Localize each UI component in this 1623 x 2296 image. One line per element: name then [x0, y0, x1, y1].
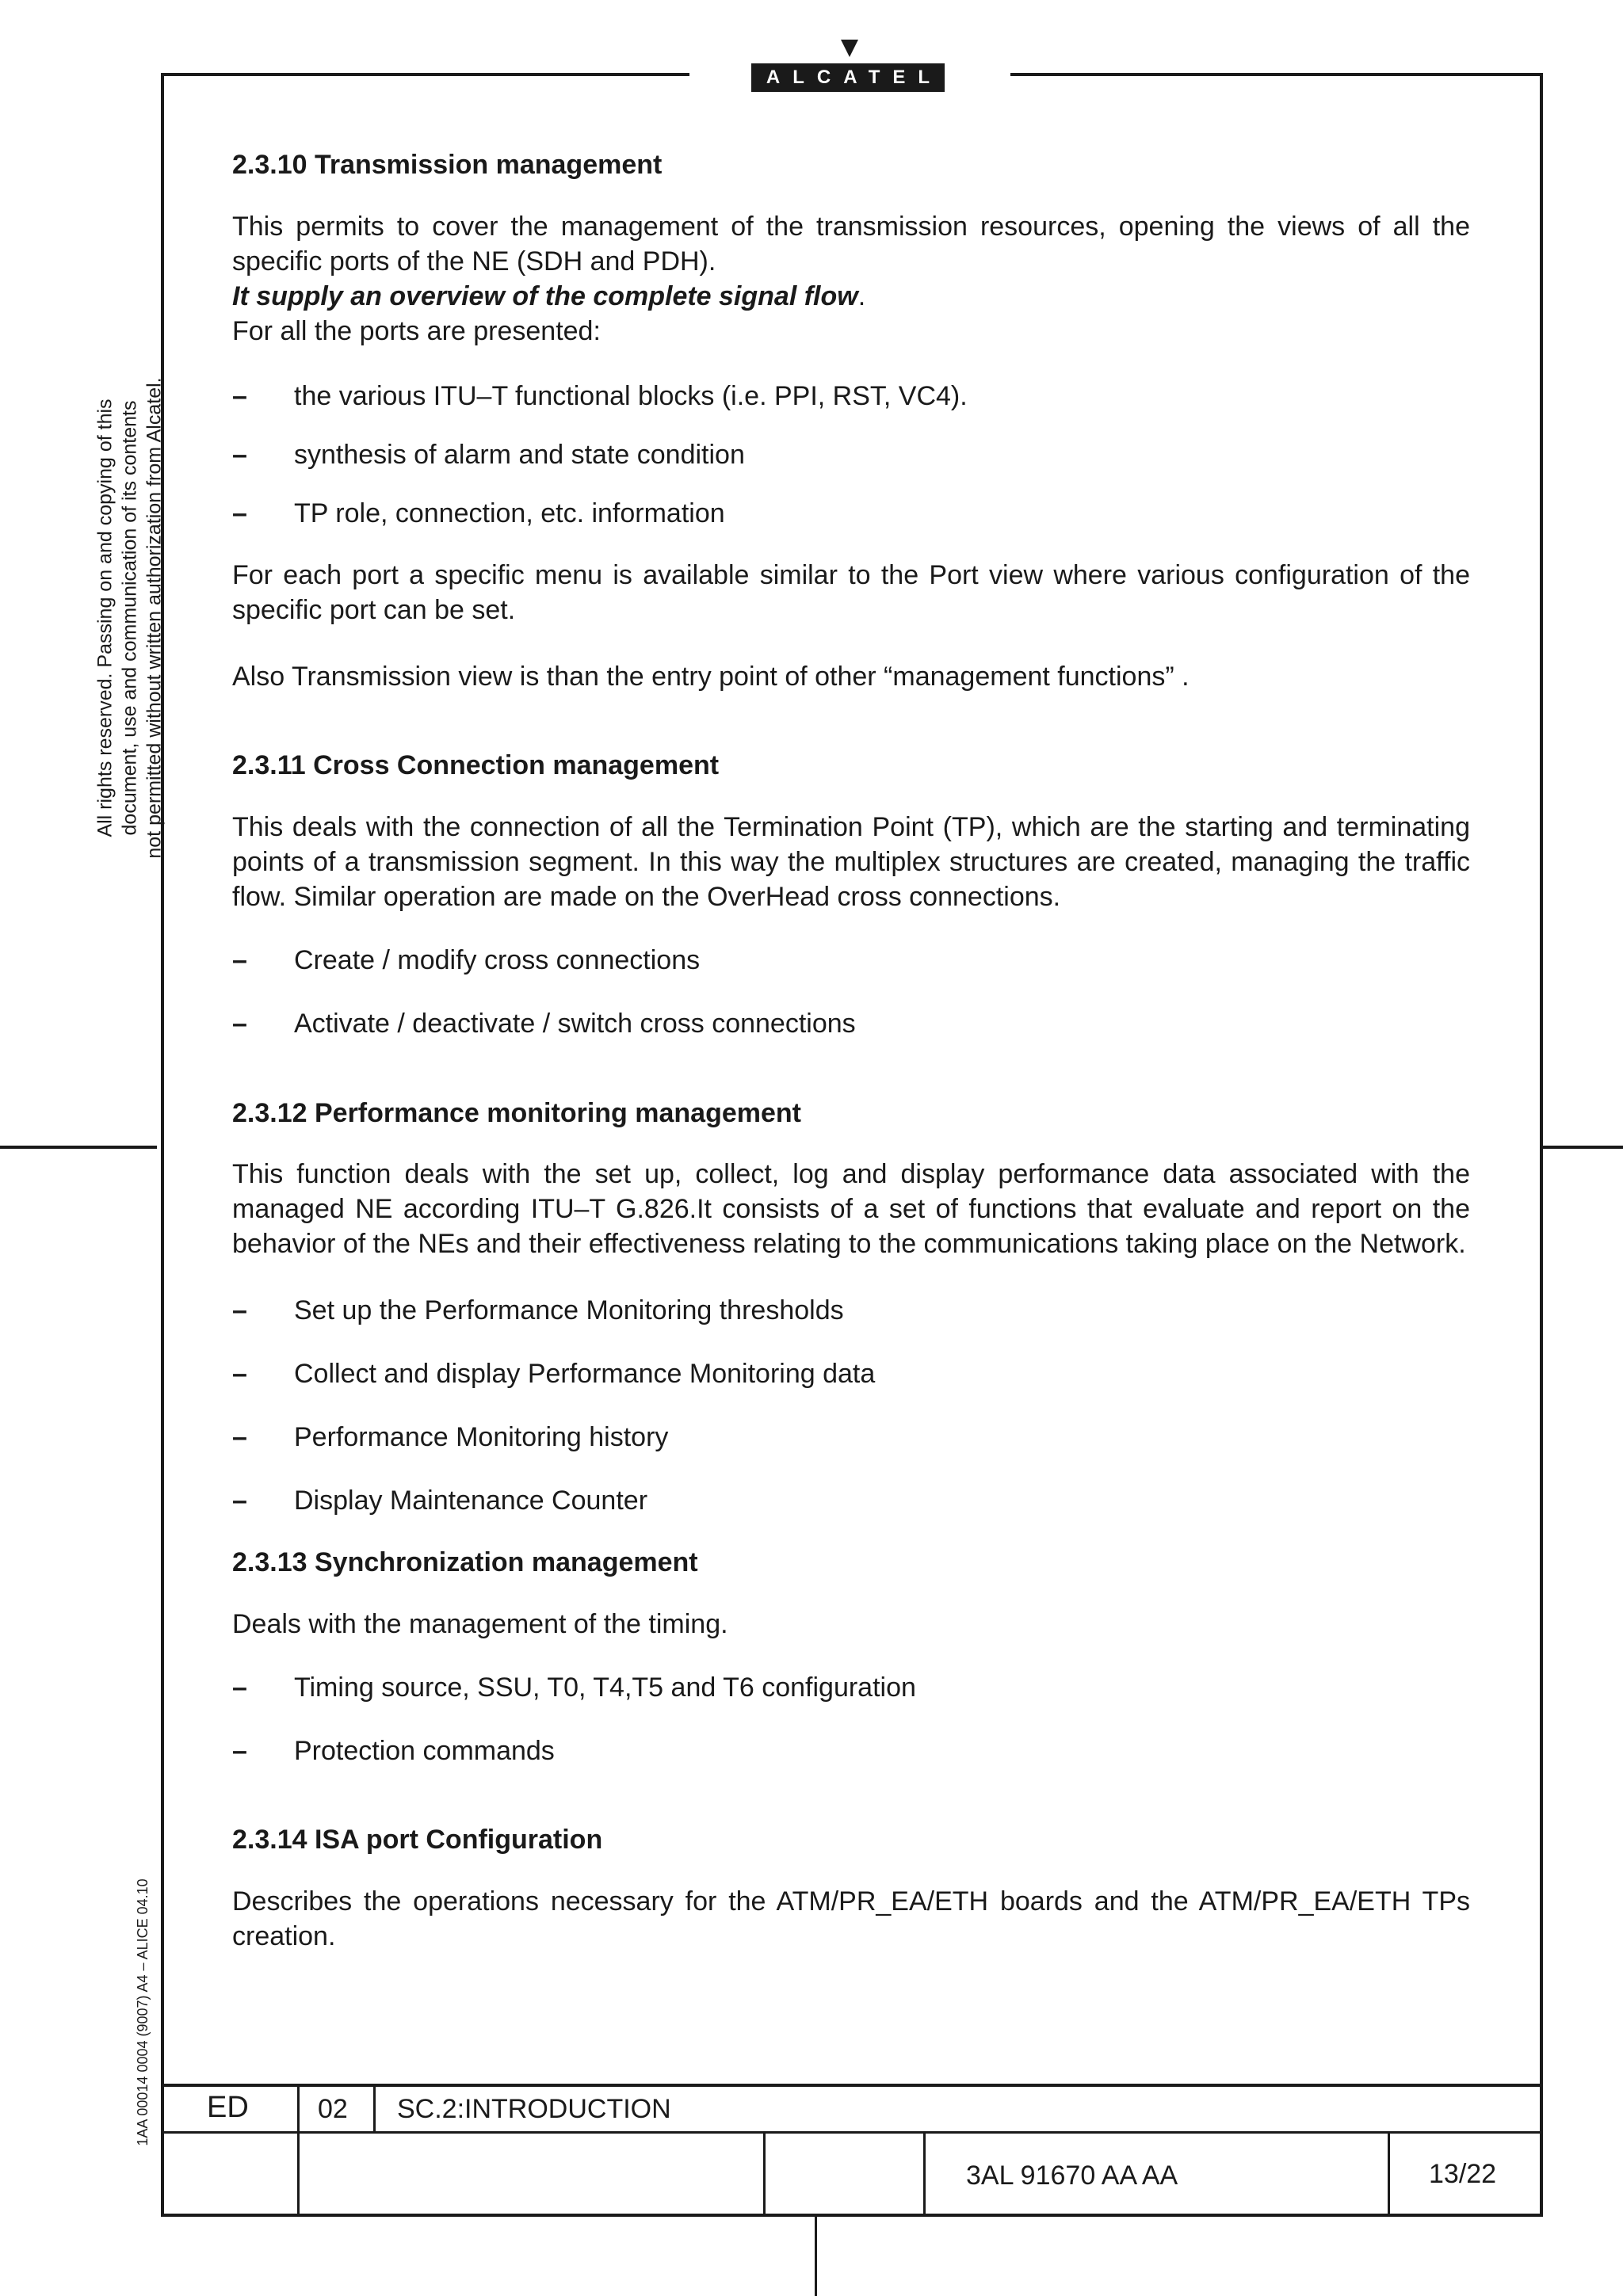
section-2-3-10 — [232, 147, 1470, 182]
list-item — [232, 1670, 1470, 1705]
list-item — [232, 1006, 1470, 1041]
list-item — [232, 1420, 1470, 1455]
left-fold-mark — [0, 1146, 157, 1149]
footer-divider — [923, 2131, 926, 2217]
section-2-3-13 — [232, 1545, 1470, 1580]
list-item — [232, 943, 1470, 978]
list-item — [232, 1293, 1470, 1328]
alcatel-logo — [751, 40, 945, 95]
list-item — [232, 1356, 1470, 1391]
paragraph: This deals with the connection of all the Termination Point (TP), which are the starting and terminating points of a transmission segment. In this way the multiplex structures are created, managing the traffic flow. Similar operation are made on the OverHead cross connections. — [232, 812, 1470, 912]
paragraph: For each port a specific menu is available similar to the Port view where various configuration of the specific port can be set. — [232, 560, 1470, 625]
list-item-text: Performance Monitoring history — [294, 1422, 669, 1452]
list-item — [232, 496, 1470, 531]
paragraph-block — [232, 1607, 1470, 1642]
list-item — [232, 379, 1470, 414]
list-item-text: Activate / deactivate / switch cross connections — [294, 1009, 856, 1039]
dash-icon: – — [232, 1295, 247, 1325]
paragraph-block — [232, 558, 1470, 627]
paragraph: Also Transmission view is than the entry point of other “management functions” . — [232, 662, 1190, 692]
dash-icon: – — [232, 498, 247, 528]
paragraph: For all the ports are presented: — [232, 316, 601, 346]
footer-mid-rule — [161, 2131, 1543, 2134]
dash-icon: – — [232, 945, 247, 975]
bottom-fold-mark — [815, 2217, 817, 2296]
emphasis-text: It supply an overview of the complete signal flow — [232, 281, 858, 311]
list-item — [232, 1733, 1470, 1768]
footer-divider — [297, 2084, 300, 2217]
bullet-list — [232, 379, 1470, 531]
paragraph-block — [232, 1884, 1470, 1954]
section-2-3-10-body — [232, 209, 1470, 349]
bullet-list — [232, 943, 1470, 1041]
list-item-text: Collect and display Performance Monitoring data — [294, 1359, 876, 1389]
paragraph-block — [232, 659, 1470, 694]
paragraph-block — [232, 810, 1470, 914]
section-2-3-12 — [232, 1096, 1470, 1131]
copyright-line: document, use and communication of its contents — [118, 400, 141, 836]
edition-label: ED — [207, 2091, 249, 2124]
paragraph: This function deals with the set up, collect, log and display performance data associated with the managed NE according ITU–T G.826.It consists of a set of functions that evaluate and report on the behavior of the NEs and their effectiveness relating to the communications taking place on the Network. — [232, 1159, 1470, 1259]
document-number: 3AL 91670 AA AA — [966, 2161, 1178, 2191]
logo-triangle-icon — [841, 40, 858, 57]
bullet-list — [232, 1670, 1470, 1768]
section-2-3-14 — [232, 1822, 1470, 1857]
footer-table — [161, 2084, 1543, 2217]
emphasis-period: . — [857, 281, 866, 311]
bullet-list — [232, 1293, 1470, 1518]
right-fold-mark — [1543, 1146, 1623, 1149]
list-item — [232, 437, 1470, 472]
dash-icon: – — [232, 381, 247, 411]
dash-icon: – — [232, 1422, 247, 1452]
copyright-line: not permitted without written authorization from Alcatel. — [143, 377, 166, 859]
list-item-text: synthesis of alarm and state condition — [294, 440, 745, 470]
copyright-line: All rights reserved. Passing on and copying of this — [94, 399, 116, 837]
dash-icon: – — [232, 1672, 247, 1703]
dash-icon: – — [232, 1486, 247, 1516]
list-item-text: Set up the Performance Monitoring thresholds — [294, 1295, 844, 1325]
logo-text: ALCATEL — [751, 63, 945, 92]
paragraph: Describes the operations necessary for the ATM/PR_EA/ETH boards and the ATM/PR_EA/ETH TPs creation. — [232, 1886, 1470, 1951]
page-number: 13/22 — [1429, 2159, 1497, 2189]
list-item-text: Display Maintenance Counter — [294, 1486, 648, 1516]
dash-icon: – — [232, 1736, 247, 1766]
footer-divider — [373, 2084, 376, 2131]
list-item — [232, 1483, 1470, 1518]
list-item-text: Timing source, SSU, T0, T4,T5 and T6 configuration — [294, 1672, 916, 1703]
list-item-text: TP role, connection, etc. information — [294, 498, 725, 528]
paragraph: Deals with the management of the timing. — [232, 1609, 728, 1639]
list-item-text: the various ITU–T functional blocks (i.e. PPI, RST, VC4). — [294, 381, 968, 411]
copyright-notice — [94, 317, 167, 919]
section-2-3-11 — [232, 748, 1470, 783]
form-code: 1AA 00014 0004 (9007) A4 – ALICE 04.10 — [135, 1878, 151, 2146]
paragraph: This permits to cover the management of the transmission resources, opening the views of all the specific ports of the NE (SDH and PDH). — [232, 212, 1470, 277]
section-heading: 2.3.12 Performance monitoring management — [232, 1098, 801, 1128]
list-item-text: Create / modify cross connections — [294, 945, 701, 975]
footer-top-rule — [161, 2084, 1543, 2087]
dash-icon: – — [232, 1009, 247, 1039]
section-heading: 2.3.10 Transmission management — [232, 150, 663, 180]
section-title: SC.2:INTRODUCTION — [397, 2094, 671, 2124]
footer-divider — [763, 2131, 766, 2217]
dash-icon: – — [232, 440, 247, 470]
section-heading: 2.3.11 Cross Connection management — [232, 750, 720, 780]
emphasis-line — [232, 279, 1470, 314]
section-heading: 2.3.14 ISA port Configuration — [232, 1825, 603, 1855]
edition-value: 02 — [318, 2094, 348, 2124]
section-heading: 2.3.13 Synchronization management — [232, 1547, 698, 1577]
dash-icon: – — [232, 1359, 247, 1389]
paragraph-block — [232, 1157, 1470, 1261]
list-item-text: Protection commands — [294, 1736, 555, 1766]
footer-divider — [1388, 2131, 1390, 2217]
